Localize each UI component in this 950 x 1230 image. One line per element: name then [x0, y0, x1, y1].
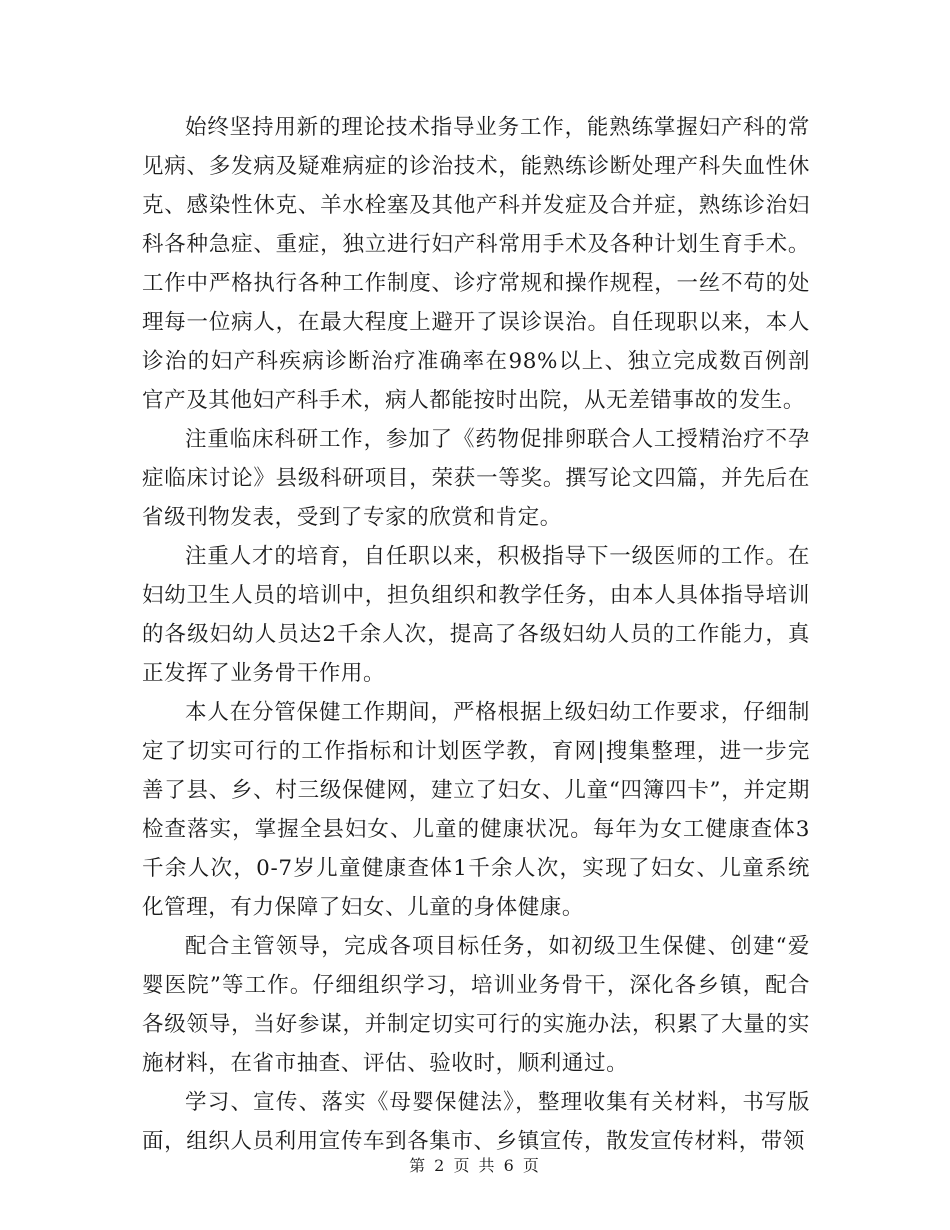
paragraph-clinical-skills: 始终坚持用新的理论技术指导业务工作，能熟练掌握妇产科的常见病、多发病及疑难病症的诊治技术，能熟练诊断处理产科失血性休克、感染性休克、羊水栓塞及其他产科并发症及合并症，熟练诊治妇科各种急症、重症，独立进行妇产科常用手术及各种计划生育手术。工作中严格执行各种工作制度、诊疗常规和操作规程，一丝不苟的处理每一位病人，在最大程度上避开了误诊误治。自任现职以来，本人诊治的妇产科疾病诊断治疗准确率在98%以上、独立完成数百例剖官产及其他妇产科手术，病人都能按时出院，从无差错事故的发生。 — [142, 115, 810, 413]
paragraph-health-care-management: 本人在分管保健工作期间，严格根据上级妇幼工作要求，仔细制定了切实可行的工作指标和计划医学教，育网|搜集整理，进一步完善了县、乡、村三级保健网，建立了妇女、儿童“四簿四卡”，并定期检查落实，掌握全县妇女、儿童的健康状况。每年为女工健康查体3千余人次，0-7岁儿童健康查体1千余人次，实现了妇女、儿童系统化管理，有力保障了妇女、儿童的身体健康。 — [142, 700, 810, 920]
document-body — [142, 108, 810, 1161]
paragraph-training: 注重人才的培育，自任职以来，积极指导下一级医师的工作。在妇幼卫生人员的培训中，担负组织和教学任务，由本人具体指导培训的各级妇幼人员达2千余人次，提高了各级妇幼人员的工作能力，真正发挥了业务骨干作用。 — [142, 544, 810, 686]
paragraph-maternal-law-publicity: 学习、宣传、落实《母婴保健法》，整理收集有关材料，书写版面，组织人员利用宣传车到各集市、乡镇宣传，散发宣传材料，带领 — [142, 1090, 810, 1154]
paragraph-research: 注重临床科研工作，参加了《药物促排卵联合人工授精治疗不孕症临床讨论》县级科研项目，荣获一等奖。撰写论文四篇，并先后在省级刊物发表，受到了专家的欣赏和肯定。 — [142, 427, 810, 530]
paragraph-baby-friendly-hospital: 配合主管领导，完成各项目标任务，如初级卫生保健、创建“爱婴医院”等工作。仔细组织学习，培训业务骨干，深化各乡镇，配合各级领导，当好参谋，并制定切实可行的实施办法，积累了大量的实施材料，在省市抽查、评估、验收时，顺利通过。 — [142, 934, 810, 1076]
page-number-footer: 第 2 页 共 6 页 — [409, 1156, 541, 1175]
